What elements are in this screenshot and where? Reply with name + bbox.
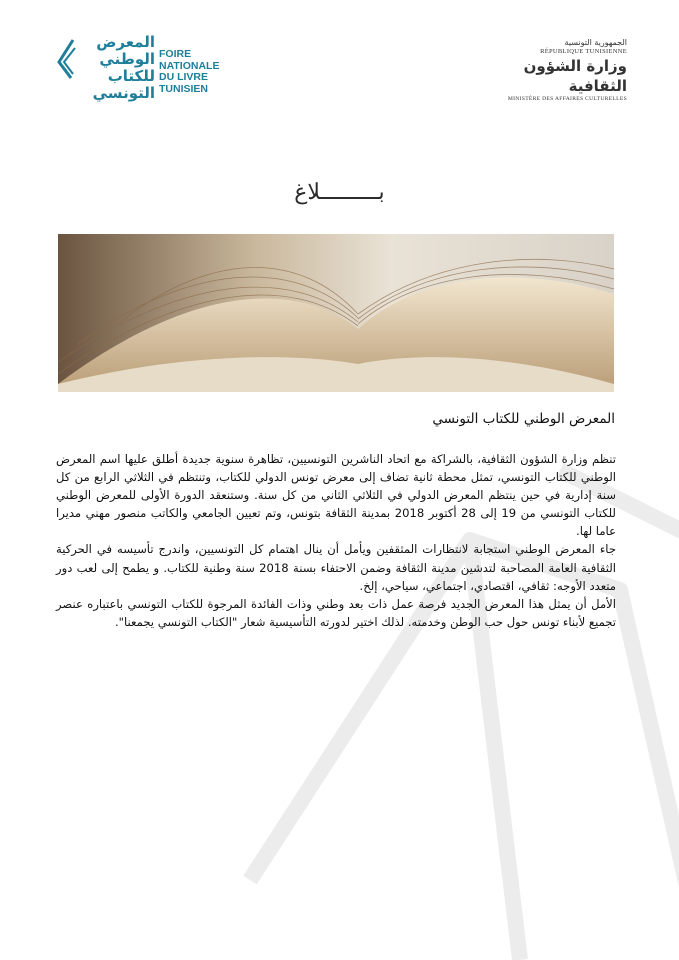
document-body [56, 450, 616, 631]
logo-french-text: FOIRE NATIONALE DU LIVRE TUNISIEN [159, 48, 220, 95]
open-book-photo [58, 234, 614, 392]
paragraph: جاء المعرض الوطني استجابة لانتظارات المثقفين ويأمل أن ينال اهتمام كل التونسيين، واندرج تأسيسه في الحركية الثقافية العامة المصاحبة لتدشين مدينة الثقافة وضمن الاحتفاء بسنة 2018 سنة وطنية للكتاب. و يطمح إلى لعب دور متعدد الأوجه: ثقافي، اقتصادي، اجتماعي، سياحي، إلخ. [56, 542, 616, 593]
ministry-french: MINISTÈRE DES AFFAIRES CULTURELLES [507, 96, 627, 102]
logo-arabic-text: المعرض الوطني للكتاب التونسي [92, 33, 155, 102]
paragraph: تنظم وزارة الشؤون الثقافية، بالشراكة مع اتحاد الناشرين التونسيين، تظاهرة سنوية جديدة أطلق عليها اسم المعرض الوطني للكتاب التونسي، تمثل محطة ثانية تضاف إلى معرض تونس الدولي للكتاب، وتنتظم في الثلاثي الرابع من كل سنة إدارية في حين ينتظم المعرض الدولي في الثلاثي الثاني من كل سنة. وستنعقد الدورة الأولى للمعرض الوطني للكتاب التونسي من 19 إلى 28 أكتوبر 2018 بمدينة الثقافة بتونس، وتم تعيين الجامعي والكاتب منصور مهني مديرا عاما لها. [56, 452, 616, 539]
book-logo-icon [55, 38, 77, 82]
paragraph: الأمل أن يمثل هذا المعرض الجديد فرصة عمل ذات بعد وطني وذات الفائدة المرجوة للكتاب التونسي باعتباره عنصر تجميع لأبناء تونس حول حب الوطن وخدمته. لذلك اختير لدورته التأسيسية شعار "الكتاب التونسي يجمعنا". [56, 596, 616, 629]
foire-logo [55, 34, 230, 104]
page-title: بـــــــــلاغ [294, 180, 385, 205]
document-subtitle: المعرض الوطني للكتاب التونسي [432, 411, 615, 427]
ministry-arabic: وزارة الشؤون الثقافية [523, 57, 627, 95]
republic-french: RÉPUBLIQUE TUNISIENNE [540, 48, 627, 55]
ministry-logo [507, 38, 627, 102]
republic-arabic: الجمهورية التونسية [564, 38, 627, 47]
